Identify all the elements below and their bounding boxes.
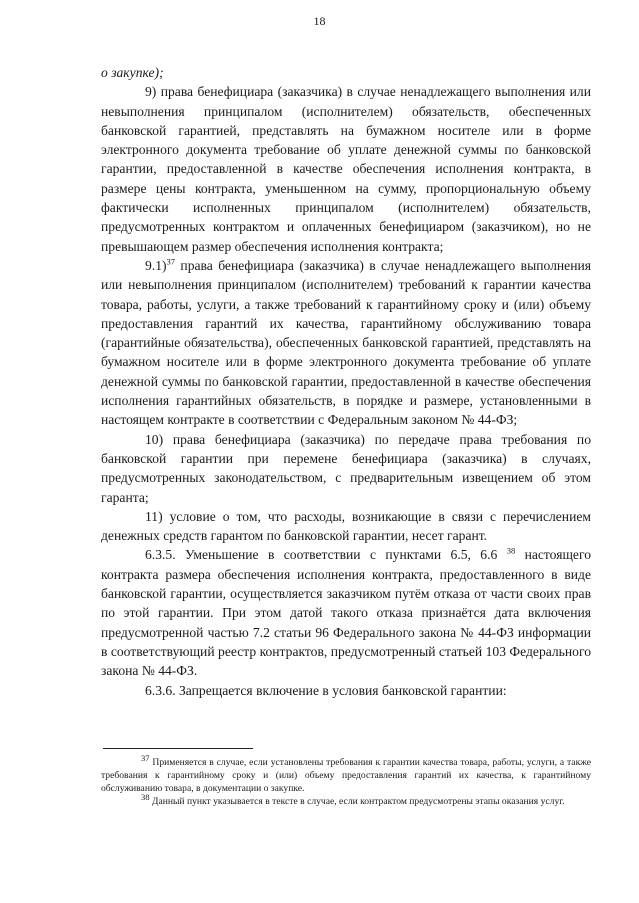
- footnote-ref-38: 38: [506, 545, 516, 556]
- footnote-38-text: Данный пункт указывается в тексте в случае, если контрактом предусмотрены этапы оказания услуг.: [149, 796, 565, 807]
- footnote-37-text: Применяется в случае, если установлены требования к гарантии качества товара, работы, услуги, а также требования к гарантийному сроку и (или) объему предоставления гарантий их качества, к гарантийному обслуживанию товара, в документации о закупке.: [101, 757, 591, 794]
- continuation-text: о закупке);: [101, 65, 164, 80]
- item-9-1-prefix: 9.1): [145, 257, 167, 273]
- footnotes: [101, 752, 591, 808]
- page-number: 18: [313, 14, 326, 28]
- document-body: [101, 63, 591, 700]
- item-11: 11) условие о том, что расходы, возникающие в связи с перечислением денежных средств гарантом по банковской гарантии, несет гарант.: [101, 508, 591, 544]
- clause-6-3-5-start: 6.3.5. Уменьшение в соответствии с пунктами 6.5, 6.6: [145, 547, 507, 563]
- item-9-1: [101, 256, 591, 430]
- footnote-37-number: 37: [141, 752, 150, 763]
- footnote-37: [101, 752, 591, 795]
- footnote-38-number: 38: [141, 791, 150, 802]
- footnote-ref-37: 37: [166, 256, 176, 267]
- item-9: 9) права бенефициара (заказчика) в случае ненадлежащего выполнения или невыполнения принципалом (исполнителем) обязательств, обеспеченных банковской гарантией, представлять на бумажном носителе или в форме электронного документа требование об уплате денежной суммы по банковской гарантии, предоставленной в качестве обеспечения исполнения контракта, в размере цены контракта, уменьшенном на сумму, пропорциональную объему фактически исполненных принципалом (исполнителем) обязательств, предусмотренных контрактом и оплаченных бенефициаром (заказчиком), но не превышающем размер обеспечения исполнения контракта;: [101, 84, 591, 254]
- footnote-separator: [103, 748, 253, 749]
- clause-6-3-5-end: настоящего контракта размера обеспечения исполнения контракта, предоставленного в виде банковской гарантии, осуществляется заказчиком путём отказа от части своих прав по этой гарантии. При этом датой такого отказа признаётся дата включения предусмотренной частью 7.2 статьи 96 Федерального закона № 44-ФЗ информации в соответствующий реестр контрактов, предусмотренный статьей 103 Федерального закона № 44-ФЗ.: [101, 547, 591, 679]
- clause-6-3-6: 6.3.6. Запрещается включение в условия банковской гарантии:: [145, 682, 507, 698]
- clause-6-3-5: [101, 545, 591, 680]
- footnote-38: [101, 791, 591, 808]
- item-9-1-text: права бенефициара (заказчика) в случае ненадлежащего выполнения или невыполнения принципалом (исполнителем) требований к гарантии качества товара, работы, услуги, а также требований к гарантийному сроку и (или) объему предоставления гарантий их качества, гарантийному обслуживанию товара (гарантийные обязательства), обеспеченных банковской гарантией, представлять на бумажном носителе или в форме электронного документа требование об уплате денежной суммы по банковской гарантии, предоставленной в качестве обеспечения исполнения гарантийных обязательств, в порядке и размере, установленными в настоящем контракте в соответствии с Федеральным законом № 44-ФЗ;: [101, 257, 591, 428]
- item-10: 10) права бенефициара (заказчика) по передаче права требования по банковской гарантии при перемене бенефициара (заказчика) в случаях, предусмотренных законодательством, с предварительным извещением об этом гаранта;: [101, 431, 591, 505]
